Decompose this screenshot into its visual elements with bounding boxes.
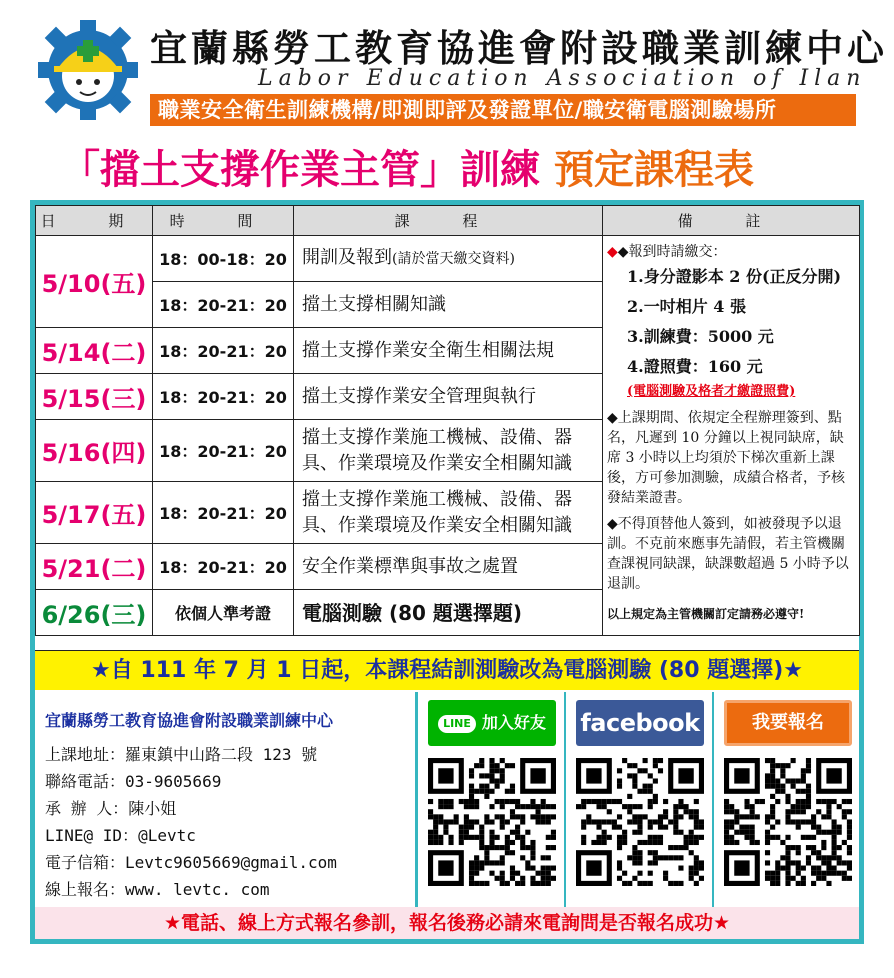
contact-email[interactable]: 電子信箱：Levtc9605669@gmail.com <box>45 853 337 872</box>
course-cell: 擋土支撐作業施工機械、設備、器具、作業環境及作業安全相關知識 <box>294 482 603 544</box>
time-cell: 依個人準考證 <box>153 590 294 636</box>
page-header <box>0 0 894 140</box>
page-title <box>60 142 860 198</box>
line-qr-code-icon[interactable] <box>428 758 556 886</box>
header-course: 課 程 <box>294 206 603 236</box>
schedule-title: 預定課程表 <box>554 147 754 193</box>
table-header-row <box>36 206 860 236</box>
schedule-table <box>35 205 860 636</box>
announcement-bar: ★自 111 年 7 月 1 日起，本課程結訓測驗改為電腦測驗 (80 題選擇)★ <box>35 650 859 690</box>
register-qr-code-icon[interactable] <box>724 758 852 886</box>
date-cell: 5/15(三) <box>36 374 153 420</box>
notes-cell <box>603 236 860 636</box>
cert-fee-note: (電腦測驗及格者才繳證照費) <box>627 384 796 399</box>
line-add-friend-button[interactable] <box>428 700 556 746</box>
line-qr-panel <box>418 692 564 907</box>
time-cell: 18：20-21：20 <box>153 328 294 374</box>
course-cell <box>294 236 603 282</box>
table-row <box>36 236 860 282</box>
org-name: 宜蘭縣勞工教育協進會附設職業訓練中心 <box>150 26 888 70</box>
footer-notice: ★電話、線上方式報名參訓，報名後務必請來電詢問是否報名成功★ <box>35 907 859 939</box>
contact-info <box>35 692 415 907</box>
notes-item: 4.證照費：160 元 <box>627 357 763 376</box>
course-label: 開訓及報到 <box>302 247 392 268</box>
time-cell: 18：20-21：20 <box>153 374 294 420</box>
course-cell: 擋土支撐作業安全衛生相關法規 <box>294 328 603 374</box>
contact-line-id: LINE@ ID：@Levtc <box>45 826 196 845</box>
schedule-frame <box>30 200 864 944</box>
time-cell: 18：20-21：20 <box>153 282 294 328</box>
notes-item: 2.一吋相片 4 張 <box>627 297 746 316</box>
facebook-button[interactable]: facebook <box>576 700 704 746</box>
register-button[interactable]: 我要報名 <box>724 700 852 746</box>
contact-address: 上課地址：羅東鎮中山路二段 123 號 <box>45 745 318 764</box>
facebook-qr-code-icon[interactable] <box>576 758 704 886</box>
notes-item: 3.訓練費：5000 元 <box>627 327 774 346</box>
course-cell: 擋土支撐作業安全管理與執行 <box>294 374 603 420</box>
header-time: 時 間 <box>153 206 294 236</box>
register-qr-panel <box>714 692 859 907</box>
header-notes: 備 註 <box>603 206 860 236</box>
contact-title: 宜蘭縣勞工教育協進會附設職業訓練中心 <box>45 711 334 730</box>
course-cell: 擋土支撐作業施工機械、設備、器具、作業環境及作業安全相關知識 <box>294 420 603 482</box>
notes-heading: ◆◆報到時請繳交： <box>607 244 727 260</box>
course-cell: 擋土支撐相關知識 <box>294 282 603 328</box>
contact-person: 承 辦 人：陳小姐 <box>45 799 177 818</box>
course-cell: 安全作業標準與事故之處置 <box>294 544 603 590</box>
date-cell: 6/26(三) <box>36 590 153 636</box>
contact-website[interactable]: 線上報名：www. levtc. com <box>45 880 270 899</box>
time-cell: 18：20-21：20 <box>153 420 294 482</box>
date-cell: 5/16(四) <box>36 420 153 482</box>
date-cell: 5/10(五) <box>36 236 153 328</box>
notes-item: 1.身分證影本 2 份(正反分開) <box>627 267 842 286</box>
safety-helmet-logo-icon <box>36 18 140 122</box>
date-cell: 5/21(二) <box>36 544 153 590</box>
date-cell: 5/17(五) <box>36 482 153 544</box>
org-name-english: Labor Education Association of Ilan <box>258 66 867 91</box>
course-cell: 電腦測驗 (80 題選擇題) <box>294 590 603 636</box>
date-cell: 5/14(二) <box>36 328 153 374</box>
header-date: 日 期 <box>36 206 153 236</box>
substitution-rule: ◆不得頂替他人簽到，如被發現予以退訓。不克前來應事先請假，若主管機關查課視同缺課，缺課數超過 5 小時予以退訓。 <box>607 516 849 592</box>
time-cell: 18：20-21：20 <box>153 544 294 590</box>
contact-area <box>35 692 859 907</box>
attendance-rule: ◆上課期間、依規定全程辦理簽到、點名，凡遲到 10 分鐘以上視同缺席，缺席 3 小時以上均須於下梯次重新上課後，方可參加測驗，成績合格者，予核發結業證書。 <box>607 410 845 506</box>
course-title: 「擋土支撐作業主管」訓練 <box>60 147 540 193</box>
facebook-qr-panel <box>566 692 712 907</box>
line-button-label: 加入好友 <box>481 713 546 732</box>
line-logo-icon: LINE <box>438 715 476 733</box>
rules-footnote: 以上規定為主管機關訂定請務必遵守! <box>607 607 805 621</box>
course-note: (請於當天繳交資料) <box>392 251 515 267</box>
time-cell: 18：20-21：20 <box>153 482 294 544</box>
time-cell: 18：00-18：20 <box>153 236 294 282</box>
org-subtitle-bar: 職業安全衛生訓練機構/即測即評及發證單位/職安衛電腦測驗場所 <box>150 94 856 126</box>
contact-phone: 聯絡電話：03-9605669 <box>45 772 222 791</box>
